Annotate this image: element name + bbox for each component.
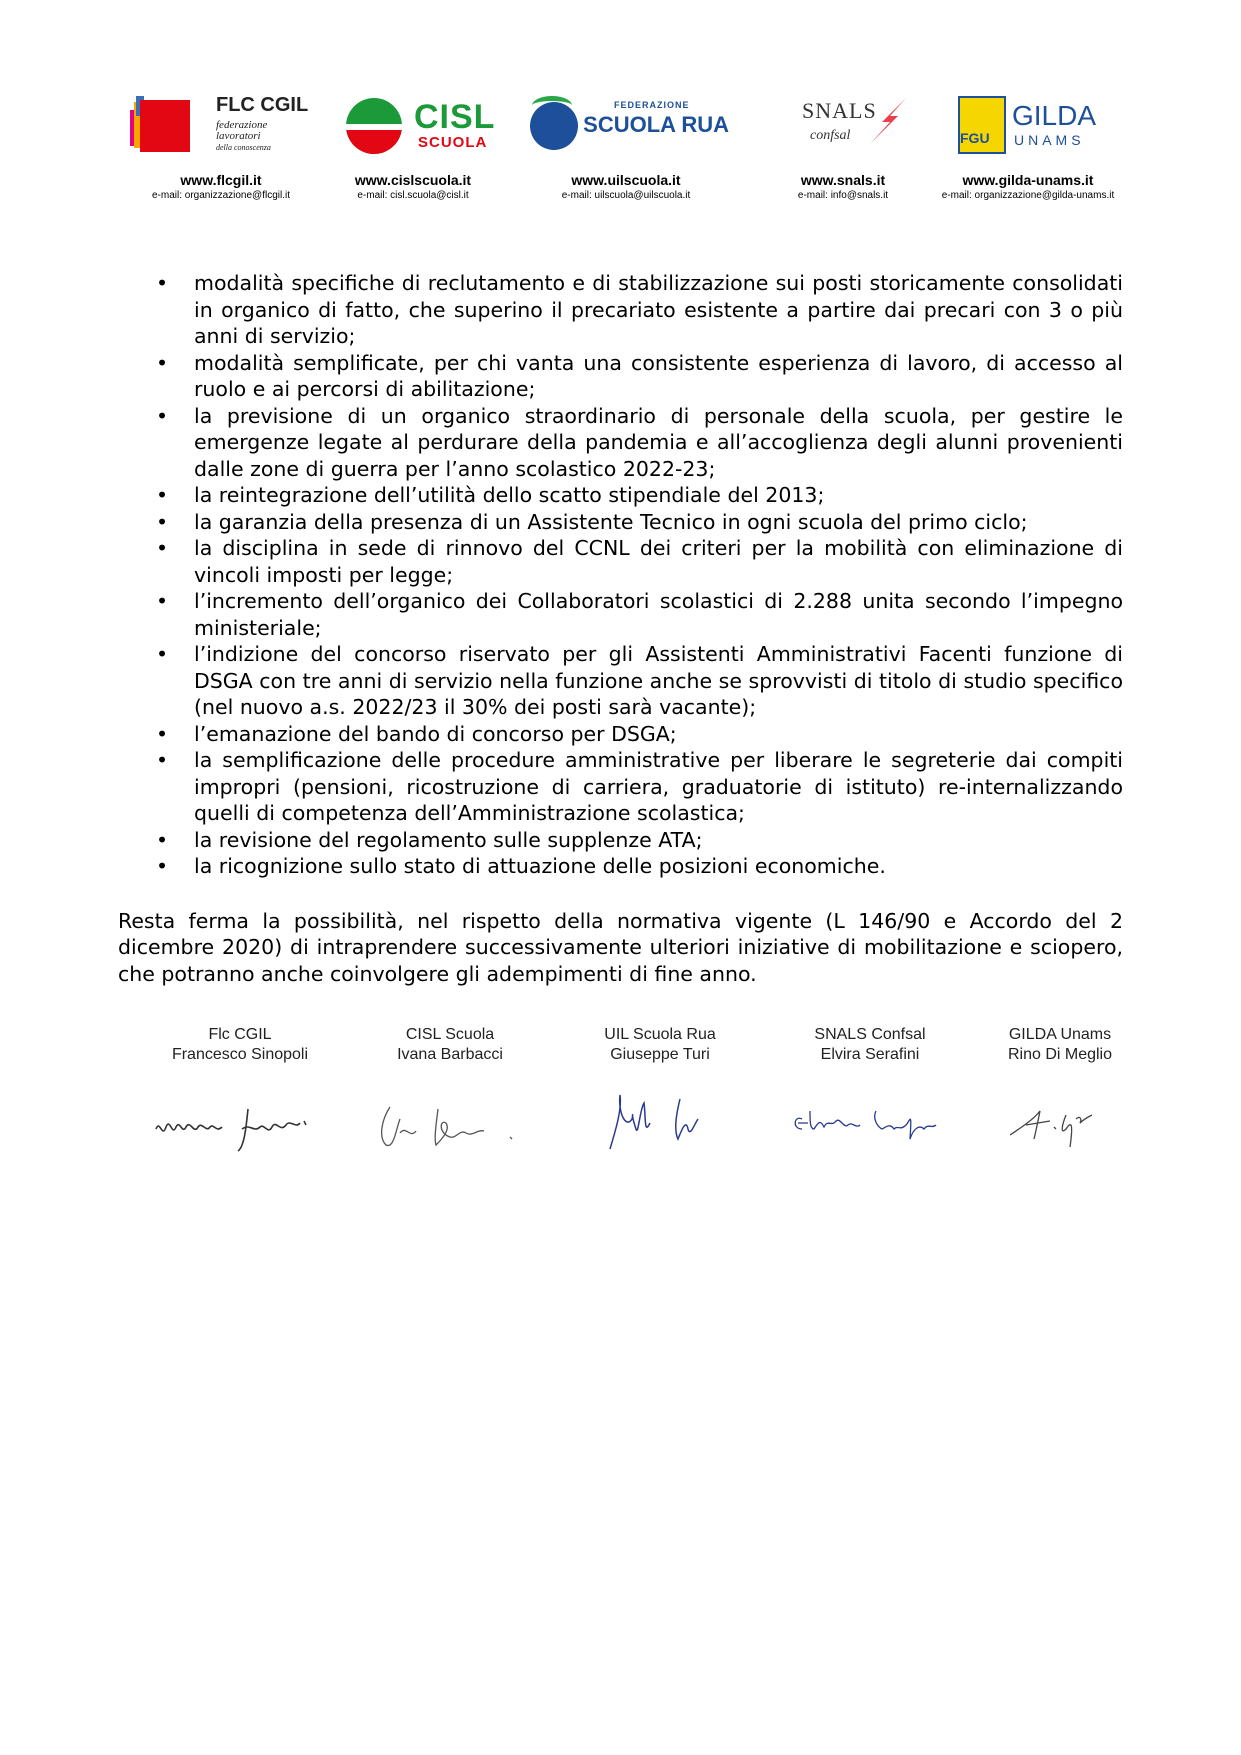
cisl-scuola-logo: [328, 88, 498, 160]
signature-org: SNALS Confsal: [814, 1026, 926, 1043]
signature-org: GILDA Unams: [1008, 1026, 1112, 1043]
snals-logo-subtitle: confsal: [810, 128, 851, 143]
snals-website: www.snals.it: [800, 172, 886, 188]
signature-org: Flc CGIL: [208, 1026, 272, 1043]
list-item: • l’emanazione del bando di concorso per DSGA;: [156, 721, 677, 746]
signature-uil-scuola-rua: [570, 1025, 750, 1159]
gilda-website: www.gilda-unams.it: [962, 172, 1094, 188]
signature-org: CISL Scuola: [405, 1026, 495, 1043]
flc-email: e-mail: organizzazione@flcgil.it: [152, 190, 290, 201]
uil-email: e-mail: uilscuola@uilscuola.it: [561, 190, 691, 201]
list-item: • la disciplina in sede di rinnovo del CCNL dei criteri per la mobilità con eliminazione di vincoli imposti per legge;: [156, 536, 1123, 587]
bullet-icon: •: [156, 350, 169, 375]
flc-cgil-logo: [126, 88, 316, 160]
list-item: • la revisione del regolamento sulle supplenze ATA;: [156, 827, 703, 852]
demands-list: [118, 270, 1123, 880]
list-item: • l’indizione del concorso riservato per gli Assistenti Amministrativi Facenti funzione di DSGA con tre anni di servizio nella funzione anche se sprovvisti di titolo di studio specifico (nel nuovo a.s. 2022/23 il 30% dei posti sarà vacante);: [156, 642, 1123, 719]
handwritten-signature-icon: [970, 1089, 1150, 1159]
signature-name: Elvira Serafini: [820, 1046, 920, 1063]
bullet-icon: •: [156, 748, 169, 772]
bullet-icon: •: [156, 721, 169, 746]
gilda-logo-fgu: FGU: [960, 130, 990, 146]
cisl-email: e-mail: cisl.scuola@cisl.it: [357, 190, 469, 201]
gilda-email: e-mail: organizzazione@gilda-unams.it: [941, 190, 1115, 201]
snals-confsal-logo: [758, 88, 928, 160]
gilda-logo-subtitle: UNAMS: [1014, 132, 1085, 148]
bullet-icon: •: [156, 854, 169, 878]
flc-logo-title: FLC CGIL: [216, 94, 309, 116]
uil-scuola-rua-logo: [516, 88, 736, 160]
org-cisl-scuola: [328, 88, 498, 201]
signature-name: Rino Di Meglio: [1007, 1046, 1113, 1063]
signature-flc-cgil: [150, 1025, 330, 1159]
list-item: • l’incremento dell’organico dei Collaboratori scolastici di 2.288 unita secondo l’impegno ministeriale;: [156, 589, 1123, 640]
flc-logo-subtitle: federazione lavoratori della conoscenza: [216, 119, 271, 152]
bullet-icon: •: [156, 589, 169, 613]
bullet-icon: •: [156, 536, 169, 560]
signature-name: Francesco Sinopoli: [171, 1046, 309, 1063]
cisl-logo-title: CISL: [414, 98, 496, 136]
uil-logo-small: FEDERAZIONE: [614, 100, 690, 110]
bullet-icon: •: [156, 403, 169, 428]
snals-email: e-mail: info@snals.it: [797, 190, 889, 201]
bullet-icon: •: [156, 827, 169, 852]
bullet-icon: •: [156, 642, 169, 666]
bullet-icon: •: [156, 483, 169, 507]
list-item: • la reintegrazione dell’utilità dello scatto stipendiale del 2013;: [156, 483, 825, 507]
list-item: • modalità semplificate, per chi vanta una consistente esperienza di lavoro, di accesso al ruolo e ai percorsi di abilitazione;: [156, 350, 1123, 401]
signature-block: [118, 1025, 1128, 1165]
org-gilda-unams: [928, 88, 1128, 201]
bullet-icon: •: [156, 271, 169, 295]
snals-arrow-mark-icon: [868, 96, 908, 146]
signature-snals-confsal: [780, 1025, 960, 1159]
letterhead: [118, 88, 1128, 208]
cisl-logo-subtitle: SCUOLA: [418, 134, 488, 151]
signature-name: Giuseppe Turi: [610, 1046, 710, 1063]
uil-logo-title: UIL SCUOLA RUA: [542, 112, 729, 137]
uil-website: www.uilscuola.it: [571, 172, 681, 188]
handwritten-signature-icon: [780, 1089, 960, 1159]
list-item: • la garanzia della presenza di un Assistente Tecnico in ogni scuola del primo ciclo;: [156, 509, 1028, 534]
signature-gilda-unams: [970, 1025, 1150, 1159]
org-snals-confsal: [758, 88, 928, 201]
signature-cisl-scuola: [360, 1025, 540, 1159]
flc-website: www.flcgil.it: [180, 172, 262, 188]
closing-paragraph: Resta ferma la possibilità, nel rispetto della normativa vigente (L 146/90 e Accordo del 2 dicembre 2020) di intraprendere successivamente ulteriori iniziative di mobilitazione e sciopero, che potranno anche coinvolgere gli adempimenti di fine anno.: [118, 908, 1123, 986]
handwritten-signature-icon: [570, 1089, 750, 1159]
handwritten-signature-icon: [360, 1089, 540, 1159]
bullet-icon: •: [156, 509, 169, 534]
cisl-website: www.cislscuola.it: [354, 172, 472, 188]
gilda-unams-logo: [928, 88, 1128, 160]
list-item: • modalità specifiche di reclutamento e di stabilizzazione sui posti storicamente consolidati in organico di fatto, che superino il precariato esistente a partire dai precari con 3 o più anni di servizio;: [156, 271, 1123, 348]
signature-name: Ivana Barbacci: [397, 1046, 503, 1063]
list-item: • la semplificazione delle procedure amministrative per liberare le segreterie dai compiti impropri (pensioni, ricostruzione di carriera, graduatorie di istituto) re-internalizzando quelli di competenza dell’Amministrazione scolastica;: [156, 748, 1123, 825]
list-item: • la previsione di un organico straordinario di personale della scuola, per gestire le emergenze legate al perdurare della pandemia e all’accoglienza degli alunni provenienti dalle zone di guerra per l’anno scolastico 2022-23;: [156, 403, 1123, 481]
document-body: [118, 270, 1123, 987]
org-uil-scuola-rua: [516, 88, 736, 201]
snals-logo-title: SNALS: [802, 98, 877, 123]
gilda-logo-title: GILDA: [1012, 100, 1097, 131]
list-item: • la ricognizione sullo stato di attuazione delle posizioni economiche.: [156, 854, 886, 878]
org-flc-cgil: [126, 88, 316, 201]
signature-org: UIL Scuola Rua: [604, 1026, 716, 1043]
handwritten-signature-icon: [150, 1089, 330, 1159]
